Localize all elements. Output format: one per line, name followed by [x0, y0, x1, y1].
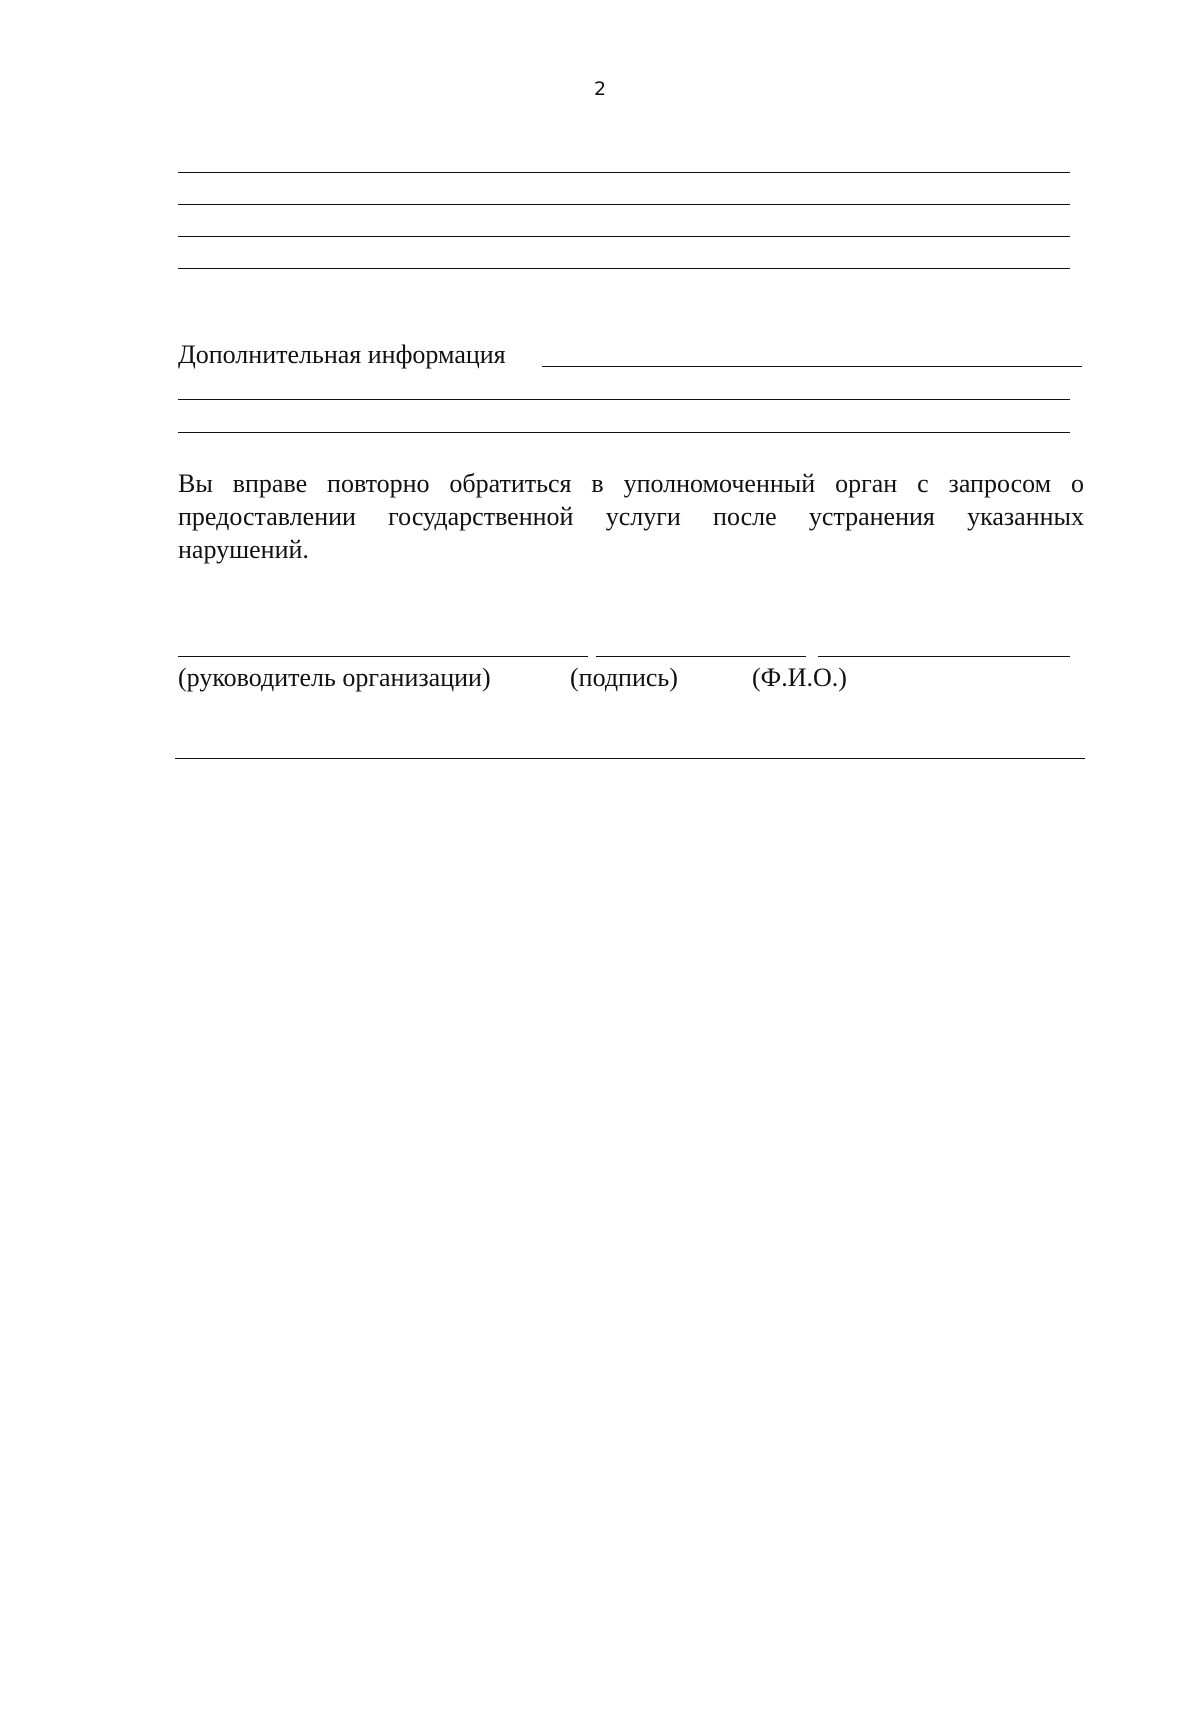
- signature-line-signature: [596, 656, 806, 657]
- additional-info-line: [542, 366, 1082, 367]
- notice-paragraph: Вы вправе повторно обратиться в уполномоченный орган с запросом о предоставлении государственной услуги после устранения указанных нарушений.: [178, 469, 1084, 564]
- full-name-label: (Ф.И.О.): [752, 663, 847, 692]
- signature-line-head: [178, 656, 588, 657]
- head-of-organization-label: (руководитель организации): [178, 663, 491, 692]
- blank-line: [178, 204, 1070, 205]
- blank-line: [178, 236, 1070, 237]
- blank-line: [178, 432, 1070, 433]
- separator-line: [175, 758, 1085, 759]
- blank-line: [178, 172, 1070, 173]
- additional-info-label: Дополнительная информация: [178, 340, 506, 369]
- page-number: 2: [593, 78, 607, 100]
- signature-label: (подпись): [570, 663, 678, 692]
- signature-line-name: [818, 656, 1070, 657]
- blank-line: [178, 399, 1070, 400]
- blank-line: [178, 268, 1070, 269]
